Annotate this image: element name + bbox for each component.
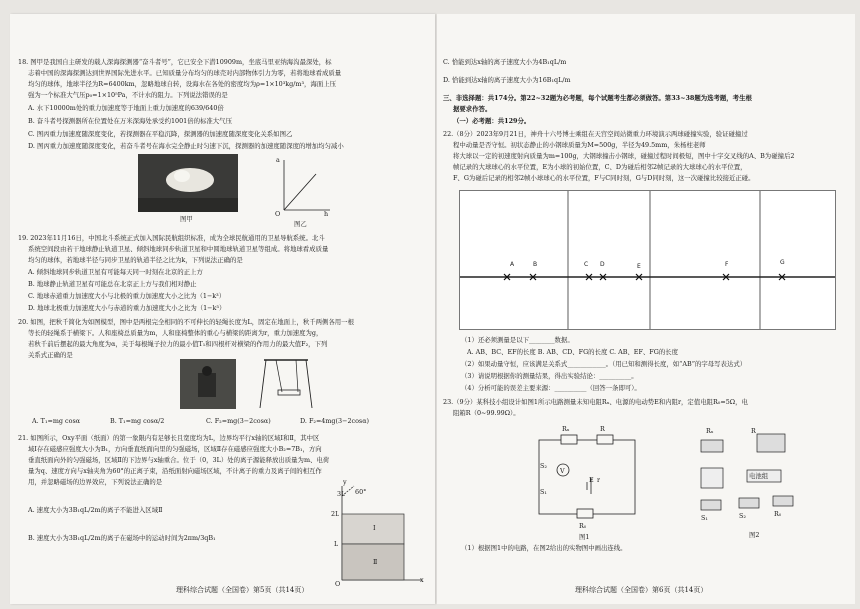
cross-mark-f	[723, 274, 729, 280]
q20-option-b: B. T₁=mg cosα/2	[110, 417, 165, 425]
cross-mark-a	[504, 274, 510, 280]
left-page	[10, 14, 435, 604]
q20-line1: 20. 如图，把秋千简化为如图模型，图中是两根完全相同的不可伸长的轻绳长度为L，固定在地面上，秋千两侧各用一根	[18, 318, 354, 326]
cross-mark-g	[779, 274, 785, 280]
q18-option-d: D. 图丙重力加速度随深度变化，若奋斗者号在海水完全静止时匀速下沉，探测器的加速度随深度的增加均匀减小	[28, 142, 344, 150]
resistor-r0-component	[773, 496, 793, 506]
q21-line1: 21. 如图所示，Oxy平面（纸面）的第一象限内有足够长且宽度均为L，边界均平行x轴的区域Ⅰ和Ⅱ，其中区	[18, 434, 320, 442]
collision-frames-figure	[459, 190, 836, 330]
label-angle: 60°	[355, 488, 367, 496]
fig2-label: 图2	[749, 531, 760, 539]
label-region-two: Ⅱ	[373, 558, 378, 566]
circuit-label-s1: S₁	[540, 488, 547, 496]
q18-line2: 志着中国的深海探测达到世界国际先进水平。已知质量分布均匀的球壳对内部物体引力为零，若将地球看成质量	[28, 69, 342, 77]
mark-label-d: D	[600, 261, 605, 268]
label-3l: 3L	[337, 490, 346, 498]
cross-mark-d	[600, 274, 606, 280]
q22-sub2: （2）如果动量守恒，应该满足关系式____________。（用已知和测得长度，如“AB”的字母写表达式）	[461, 360, 747, 368]
q22-sub1-options: A. AB、BC、EF的长度 B. AB、CD、FG的长度 C. AB、EF、FG的长度	[467, 348, 679, 356]
resistor-box-component	[757, 434, 785, 452]
mark-label-a: A	[510, 261, 515, 268]
swing-model-diagram	[258, 356, 314, 410]
mark-label-b: B	[533, 261, 538, 268]
q20-option-d: D. F₂=4mg(3−2cosα)	[300, 417, 370, 425]
q22-line1: 22.（8分）2023年9月21日，神舟十六号博士乘组在天宫空间站微重力环境演示两球碰撞实验，验证碰撞过	[443, 130, 748, 138]
q20-option-c: C. F₂=mg(3−2cosα)	[206, 417, 271, 425]
q21-option-d: D. 恰能到达x轴的离子速度大小为16B₁qL/m	[443, 76, 571, 84]
mark-label-g: G	[780, 259, 785, 266]
graph-origin: O	[275, 210, 281, 218]
q22-line4: 帧记录的大球球心的水平位置，E为小球的初始位置，C、D为碰后相邻2帧记录的大球球心的水平位置，	[453, 163, 747, 171]
q18-option-a: A. 水下10000m处的重力加速度等于地面上重力加速度的639/640倍	[28, 104, 224, 112]
right-page	[437, 14, 855, 604]
label-x-axis: x	[420, 576, 424, 584]
q21-option-b: B. 速度大小为3B₁qL/2m的离子在磁场中的运动时间为2πm/3qB₁	[28, 534, 216, 542]
swing-photo-illustration	[180, 359, 236, 409]
cross-mark-b	[530, 274, 536, 280]
submersible-photo	[138, 154, 238, 212]
q23-sub1: （1）根据图1中的电路，在图2给出的实物图中画出连线。	[461, 544, 627, 552]
q22-sub1: （1）还必须测量是以下________数据。	[461, 336, 574, 344]
q22-line3: 将大球以一定的初速度射向质量为m=100g，大钢球撞击小钢球，碰撞过程时间极短，图中十字交叉线的A、B为碰撞后2	[453, 152, 795, 160]
circuit-label-r0: R₀	[579, 522, 587, 530]
q21-line4: 量为q、速度方向与x轴夹角为60°的正离子束，沿纸面射向磁场区域，不计离子的重力及离子间的相互作	[28, 467, 322, 475]
graph-axis-a: a	[276, 156, 280, 164]
mark-label-f: F	[725, 261, 729, 268]
label-y-axis: y	[343, 478, 347, 486]
circuit-label-r: R	[600, 425, 605, 433]
q22-line2: 程中动量是否守恒。初状态静止的小钢球质量为M=500g，半径为49.5mm，朱杨柱老师	[453, 141, 706, 149]
swing-photo	[180, 359, 236, 409]
section3-title2: 据要求作答。	[453, 105, 492, 113]
cross-mark-c	[586, 274, 592, 280]
q22-sub3: （3）请说明根据你的测量结果，得出实验结论：__________。	[461, 372, 638, 380]
circuit-label-e: E	[589, 476, 594, 484]
component-s1-label: S₁	[701, 514, 708, 522]
left-footer: 理科综合试题（全国卷）第5页（共14页）	[176, 586, 309, 594]
component-r-label: R	[751, 427, 756, 435]
graph-axis-h: h	[324, 210, 329, 218]
fig1-caption: 图甲	[180, 215, 193, 223]
label-origin: O	[335, 580, 341, 588]
component-rx-label: Rₓ	[706, 427, 714, 435]
q21-option-c: C. 恰能到达x轴的离子速度大小为4B₁qL/m	[443, 58, 567, 66]
q18-line4: 强为一个标准大气压p₀=1×10⁵Pa，不计水的阻力。下列说法错误的是	[28, 91, 228, 99]
q22-sub4: （4）分析可能的误差主要来源：__________（回答一条即可）。	[461, 384, 641, 392]
magnetic-region-diagram	[328, 484, 424, 584]
circuit-label-r-internal: r	[597, 476, 601, 484]
q20-line2: 等长的轻绳系于横梁下。人和座椅总质量为m，人和座椅整体的重心与横梁的距离为r，重力加速度为g，	[28, 329, 323, 337]
q20-line3: 若秋千前后摆起的最大角度为α，关于每根绳子拉力的最小值T₁和四根杆对横梁的作用力的最大值F₂，下列	[28, 340, 328, 348]
submersible-illustration	[138, 154, 238, 212]
resistor-rx-component	[701, 440, 723, 452]
q18-option-c: C. 图丙重力加速度随深度变化，若探测器在平稳沉降，探测器的加速度随深度变化关系如图乙	[28, 130, 293, 138]
q18-line1: 18. 图甲是我国自主研发的载人深海探测器“奋斗者号”，它已安全下潜10909m，坐底马里亚纳海沟最深处，标	[18, 58, 332, 66]
q19-option-b: B. 地球静止轨道卫星有可能总在北京正上方与我们相对静止	[28, 280, 197, 288]
fig2-caption: 图乙	[294, 220, 307, 228]
q18-option-b: B. 奋斗者号探测器所在位置处在万米深海处承受约1001倍的标准大气压	[28, 117, 232, 125]
q23-line1: 23.（9分）某科技小组设计如图1所示电路测量未知电阻Rₓ、电源的电动势E和内阻r，定值电阻R₀=5Ω，电	[443, 398, 748, 406]
q19-line2: 系统空间段由若干地球静止轨道卫星、倾斜地球同步轨道卫星和中圆地球轨道卫星等组成。将地球看成质量	[28, 245, 329, 253]
collision-cross-marks	[460, 191, 835, 329]
right-footer: 理科综合试题（全国卷）第6页（共14页）	[575, 586, 708, 594]
mark-label-e: E	[637, 263, 641, 270]
q21-line2: 域Ⅰ存在磁感应强度大小为B₁，方向垂直纸面向里的匀强磁场，区域Ⅱ存在磁感应强度大小B₂=7B₁，方向	[28, 445, 322, 453]
battery-label: 电池组	[749, 472, 769, 480]
label-region-one: Ⅰ	[373, 524, 376, 532]
circuit-diagram	[533, 432, 643, 524]
label-2l: 2L	[331, 510, 340, 518]
voltmeter-component	[701, 468, 723, 488]
q20-line4: 关系式正确的是	[28, 351, 73, 359]
q23-line2: 阻箱R（0~99.99Ω）。	[453, 409, 520, 417]
switch-s2-component	[739, 498, 759, 508]
q19-option-a: A. 倾斜地球同步轨道卫星有可能每天同一时刻在北京的正上方	[28, 268, 203, 276]
q19-line1: 19. 2023年11月16日，中国北斗系统正式加入国际民航组织标准，成为全球民航通用的卫星导航系统。北斗	[18, 234, 325, 242]
section3-title: 三、非选择题：共174分。第22~32题为必考题，每个试题考生都必须做答。第33~38题为选考题，考生根	[443, 94, 752, 102]
fig1-label: 图1	[579, 533, 590, 541]
q21-line3: 垂直纸面向外的匀强磁场，区域Ⅱ的下边界与x轴重合。位于（0，3L）处的离子源能释放出质量为m、电荷	[28, 456, 330, 464]
accel-depth-graph	[272, 156, 332, 216]
label-l: L	[334, 540, 339, 548]
circuit-label-v: V	[560, 467, 565, 475]
section3-subtitle: （一）必考题：共129分。	[453, 117, 531, 125]
circuit-label-s2: S₂	[540, 462, 547, 470]
q20-option-a: A. T₁=mg cosα	[32, 417, 81, 425]
q18-line3: 均匀的球体，地球半径为R=6400km，忽略地球自转，设海水在各处的密度均为ρ=1×10³kg/m³，海面上压	[28, 80, 336, 88]
switch-s1-component	[701, 500, 721, 510]
component-s2-label: S₂	[739, 512, 746, 520]
component-r0-label: R₀	[774, 510, 782, 518]
q19-option-d: D. 地球北极重力加速度大小与赤道的重力加速度大小之比为（1−k³）	[28, 304, 226, 312]
q21-option-a: A. 速度大小为3B₁qL/2m的离子不能进入区域Ⅱ	[28, 506, 163, 514]
circuit-label-rx: Rₓ	[562, 425, 570, 433]
q19-line3: 均匀的球体，若地球半径与同步卫星的轨道半径之比为k，下列说法正确的是	[28, 256, 243, 264]
mark-label-c: C	[584, 261, 589, 268]
q21-line5: 用，并忽略磁场的边界效应，下列说法正确的是	[28, 478, 163, 486]
q22-line5: F、G为碰后记录的相邻2帧小球球心的水平位置，F与C同时刻，G与D同时刻，这一次碰撞比较接近正碰。	[453, 174, 755, 182]
cross-mark-e	[636, 274, 642, 280]
q19-option-c: C. 地球赤道重力加速度大小与北极的重力加速度大小之比为（1−k³）	[28, 292, 226, 300]
